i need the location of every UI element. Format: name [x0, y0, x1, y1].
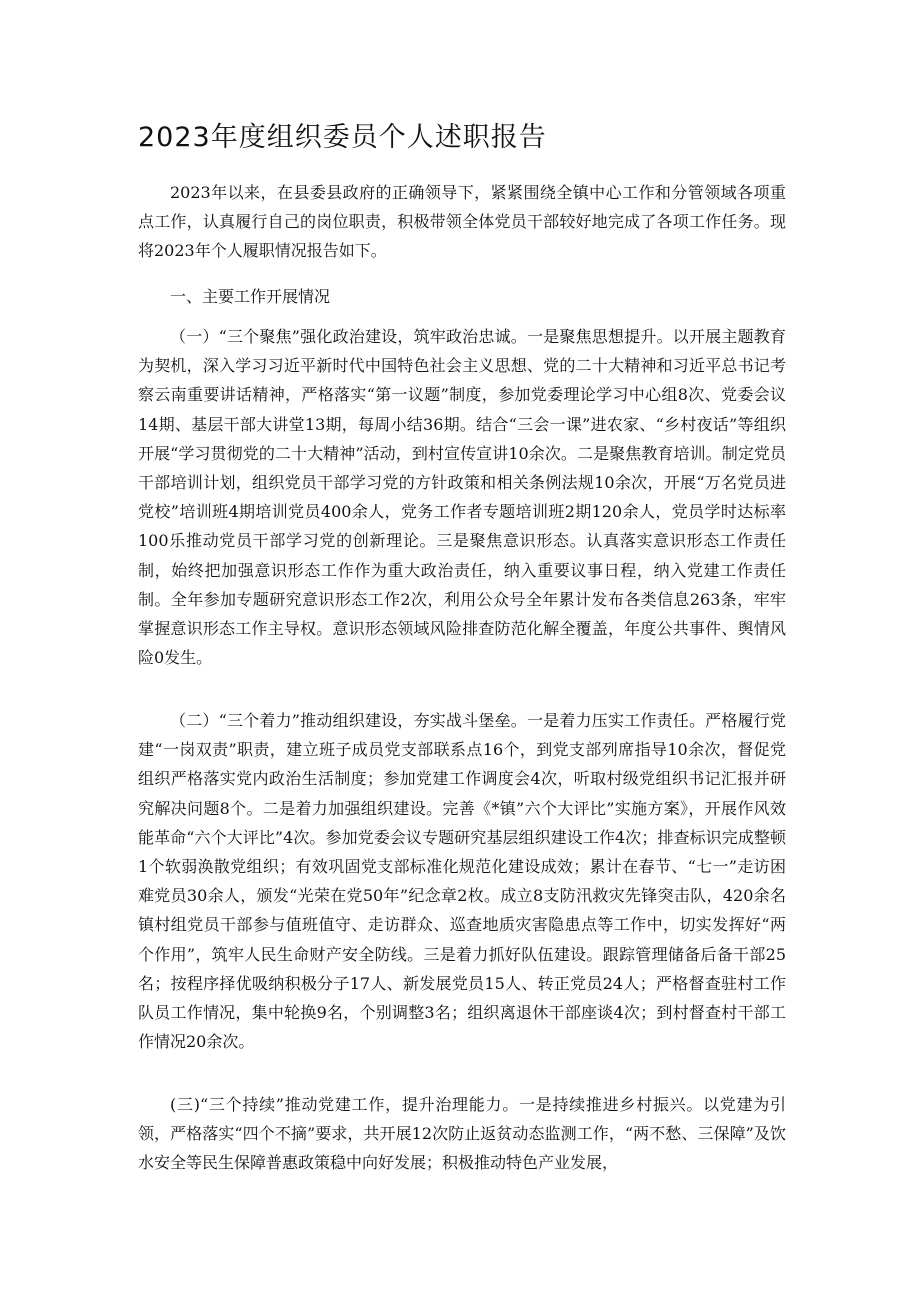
- section-2-paragraph: （二）“三个着力”推动组织建设，夯实战斗堡垒。一是着力压实工作责任。严格履行党建“一岗双责”职责，建立班子成员党支部联系点16个，到党支部列席指导10余次，督促党组织严格落实党内政治生活制度；参加党建工作调度会4次，听取村级党组织书记汇报并研究解决问题8个。二是着力加强组织建设。完善《*镇”六个大评比”实施方案》，开展作风效能革命“六个大评比”4次。参加党委会议专题研究基层组织建设工作4次；排查标识完成整顿1个软弱涣散党组织；有效巩固党支部标准化规范化建设成效；累计在春节、“七一”走访困难党员30余人，颁发“光荣在党50年”纪念章2枚。成立8支防汛救灾先锋突击队，420余名镇村组党员干部参与值班值守、走访群众、巡查地质灾害隐患点等工作中，切实发挥好“两个作用”，筑牢人民生命财产安全防线。三是着力抓好队伍建设。跟踪管理储备后备干部25名；按程序择优吸纳积极分子17人、新发展党员15人、转正党员24人；严格督查驻村工作队员工作情况，集中轮换9名，个别调整3名；组织离退休干部座谈4次；到村督查村干部工作情况20余次。: [138, 711, 786, 1052]
- document-title: 2023年度组织委员个人述职报告: [138, 122, 547, 153]
- intro-paragraph: 2023年以来，在县委县政府的正确领导下，紧紧围绕全镇中心工作和分管领域各项重点工作，认真履行自己的岗位职责，积极带领全体党员干部较好地完成了各项工作任务。现将2023年个人履职情况报告如下。: [138, 183, 786, 261]
- section-3-paragraph: (三)“三个持续”推动党建工作，提升治理能力。一是持续推进乡村振兴。以党建为引领，严格落实“四个不摘”要求，共开展12次防止返贫动态监测工作，“两不愁、三保障”及饮水安全等民生保障普惠政策稳中向好发展；积极推动特色产业发展，: [138, 1095, 786, 1173]
- section-1-paragraph: （一）“三个聚焦”强化政治建设，筑牢政治忠诚。一是聚焦思想提升。以开展主题教育为契机，深入学习习近平新时代中国特色社会主义思想、党的二十大精神和习近平总书记考察云南重要讲话精神，严格落实“第一议题”制度，参加党委理论学习中心组8次、党委会议14期、基层干部大讲堂13期，每周小结36期。结合“三会一课”进农家、“乡村夜话”等组织开展“学习贯彻党的二十大精神”活动，到村宣传宣讲10余次。二是聚焦教育培训。制定党员干部培训计划，组织党员干部学习党的方针政策和相关条例法规10余次，开展“万名党员进党校”培训班4期培训党员400余人，党务工作者专题培训班2期120余人，党员学时达标率100乐推动党员干部学习党的创新理论。三是聚焦意识形态。认真落实意识形态工作责任制，始终把加强意识形态工作作为重大政治责任，纳入重要议事日程，纳入党建工作责任制。全年参加专题研究意识形态工作2次，利用公众号全年累计发布各类信息263条，牢牢掌握意识形态工作主导权。意识形态领域风险排查防范化解全覆盖，年度公共事件、舆情风险0发生。: [138, 327, 786, 668]
- section-heading-1: 一、主要工作开展情况: [170, 287, 331, 306]
